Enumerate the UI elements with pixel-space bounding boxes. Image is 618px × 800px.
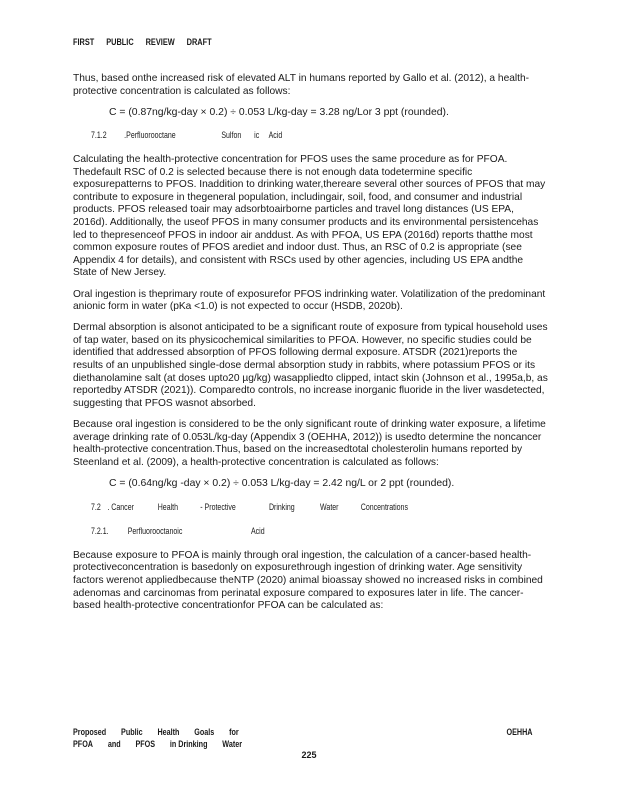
heading-word: .Perfluorooctane [124, 130, 176, 141]
draft-header [73, 37, 221, 47]
section-heading-7-2-1 [91, 525, 448, 538]
heading-word: Concentrations [360, 501, 408, 512]
paragraph: Dermal absorption is alsonot anticipated to be a significant route of exposure from typical household uses of tap water, based on its physicochemical similarities to PFOA. However, no specific studies could be identified that addressed absorption of PFOS following dermal exposure. ATSDR (2021)reports the results of an unpublished single-dose dermal absorption study in rabbits, where potassium PFOS or its diethanolamine salt (at doses upto20 µg/kg) wasappliedto clipped, intact skin (Johnson et al., 1995a,b, as reportedby ATSDR (2021)). Comparedto controls, no increase inorganic fluoride in the liver wasdetected, suggesting that PFOS wasnot absorbed. [73, 322, 548, 409]
heading-word: Drinking [268, 501, 295, 512]
equation: C = (0.64ng/kg -day × 0.2) ÷ 0.053 L/kg-day = 2.42 ng/L or 2 ppt (rounded). [109, 478, 455, 489]
header-word: REVIEW [145, 37, 175, 47]
heading-word: Acid [250, 526, 265, 537]
heading-word: - Protective [200, 501, 236, 512]
footer-word: PFOA [73, 739, 94, 750]
document-body [73, 73, 549, 621]
equation: C = (0.87ng/kg-day × 0.2) ÷ 0.053 L/kg-day = 3.28 ng/Lor 3 ppt (rounded). [109, 106, 449, 118]
section-heading-7-1-2 [91, 129, 448, 142]
section-heading-7-2 [91, 501, 448, 514]
heading-word: . Cancer [107, 501, 134, 512]
page-number: 225 [301, 750, 317, 760]
heading-word: Perfluorooctanoic [127, 526, 183, 537]
paragraph: Thus, based onthe increased risk of elevated ALT in humans reported by Gallo et al. (2012), a health-protective concentration is calculated as follows: [73, 73, 530, 97]
footer-word: Water [222, 739, 243, 750]
paragraph: Calculating the health-protective concentration for PFOS uses the same procedure as for PFOA. Thedefault RSC of 0.2 is selected because there is not enough data todetermine specific exposurepatterns to PFOS. Inaddition to drinking water,thereare several other sources of PFOS that may contribute to exposure in thegeneral population, includingair, soil, food, and consumer and industrial products. PFOS released toair may adsorbtoairborne particles and travel long distances (US EPA, 2016d). Additionally, the useof PFOS in many consumer products and its environmental persistencehas led to thepresenceof PFOS in indoor air anddust. As with PFOA, US EPA (2016d) reports thatthe most common exposure routes of PFOS arediet and indoor dust. Thus, an RSC of 0.2 is appropriate (see Appendix 4 for details), and consistent with RSCs used by other agencies, including US EPA andthe State of New Jersey. [73, 153, 546, 279]
footer-agency: OEHHA [506, 727, 533, 737]
header-word: PUBLIC [106, 37, 134, 47]
heading-word: Sulfon [221, 130, 242, 141]
footer-title-line-2 [73, 738, 441, 750]
footer-word: PFOS [135, 739, 156, 750]
page-footer [73, 726, 533, 751]
footer-word: Health [157, 727, 180, 737]
heading-word: Water [320, 501, 339, 512]
footer-word: Public [121, 727, 143, 737]
footer-title-line-1 [73, 726, 441, 738]
header-word: FIRST [73, 37, 95, 47]
footer-word: Proposed [73, 727, 107, 737]
heading-number: 7.2.1. [91, 526, 109, 537]
footer-word: in Drinking [169, 739, 208, 750]
paragraph: Because exposure to PFOA is mainly through oral ingestion, the calculation of a cancer-based health-protectiveconcentration is basedonly on exposurethrough ingestion of drinking water. Age sensitivity factors werenot appliedbecause theNTP (2020) animal bioassay showed no increased risks in combined adenomas and carcinomas from perinatal exposure compared to exposures later in life. The cancer-based health-protective concentrationfor PFOA can be calculated as: [73, 549, 543, 612]
heading-number: 7.2 [91, 501, 101, 512]
heading-word: ic [254, 130, 260, 141]
header-word: DRAFT [186, 37, 212, 47]
heading-word: Health [157, 501, 179, 512]
footer-word: for [229, 727, 239, 737]
heading-word: Acid [268, 130, 283, 141]
heading-number: 7.1.2 [91, 130, 107, 141]
paragraph: Because oral ingestion is considered to be the only significant route of drinking water exposure, a lifetime average drinking rate of 0.053L/kg-day (Appendix 3 (OEHHA, 2012)) is usedto determine the noncancer health-protective concentration.Thus, based on the increasedtotal cholesterolin humans reported by Steenland et al. (2009), a health-protective concentration is calculated as follows: [73, 419, 546, 468]
footer-word: and [107, 739, 121, 750]
paragraph: Oral ingestion is theprimary route of exposurefor PFOS indrinking water. Volatilization of the predominant anionic form in water (pKa <1.0) is not expected to occur (HSDB, 2020b). [73, 288, 546, 313]
footer-word: Goals [194, 727, 215, 737]
